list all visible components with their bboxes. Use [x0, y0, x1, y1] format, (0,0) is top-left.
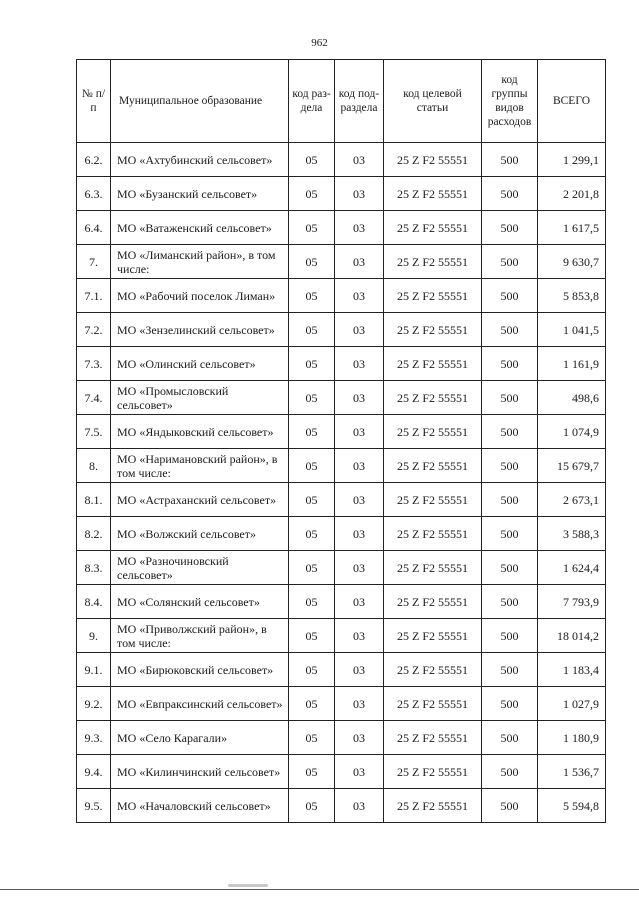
cell-num: 8.4. — [77, 585, 111, 619]
cell-section-code: 05 — [289, 653, 335, 687]
table-row — [77, 313, 606, 347]
cell-total: 1 161,9 — [538, 347, 606, 381]
cell-total: 5 594,8 — [538, 789, 606, 823]
header-num: № п/п — [77, 60, 111, 143]
cell-subsection-code: 03 — [335, 381, 384, 415]
cell-expense-group-code: 500 — [482, 789, 538, 823]
cell-total: 1 624,4 — [538, 551, 606, 585]
cell-num: 9.3. — [77, 721, 111, 755]
scan-mark — [228, 884, 268, 887]
page-bottom-rule — [0, 889, 639, 890]
cell-section-code: 05 — [289, 381, 335, 415]
cell-total: 5 853,8 — [538, 279, 606, 313]
cell-section-code: 05 — [289, 177, 335, 211]
cell-subsection-code: 03 — [335, 517, 384, 551]
cell-expense-group-code: 500 — [482, 585, 538, 619]
cell-num: 9.5. — [77, 789, 111, 823]
cell-section-code: 05 — [289, 313, 335, 347]
cell-subsection-code: 03 — [335, 551, 384, 585]
cell-municipality: МО «Астраханский сельсовет» — [111, 483, 289, 517]
header-total: ВСЕГО — [538, 60, 606, 143]
cell-section-code: 05 — [289, 755, 335, 789]
cell-num: 7.2. — [77, 313, 111, 347]
cell-expense-group-code: 500 — [482, 755, 538, 789]
cell-municipality: МО «Промысловский сельсовет» — [111, 381, 289, 415]
cell-municipality: МО «Волжский сельсовет» — [111, 517, 289, 551]
cell-total: 1 074,9 — [538, 415, 606, 449]
header-expense-group-code: код группы видов расходов — [482, 60, 538, 143]
cell-target-code: 25 Z F2 55551 — [384, 755, 482, 789]
cell-total: 1 027,9 — [538, 687, 606, 721]
cell-target-code: 25 Z F2 55551 — [384, 483, 482, 517]
cell-subsection-code: 03 — [335, 483, 384, 517]
table-row — [77, 483, 606, 517]
cell-total: 498,6 — [538, 381, 606, 415]
cell-num: 9.4. — [77, 755, 111, 789]
cell-expense-group-code: 500 — [482, 483, 538, 517]
table-row — [77, 517, 606, 551]
cell-municipality: МО «Яндыковский сельсовет» — [111, 415, 289, 449]
table-row — [77, 279, 606, 313]
cell-target-code: 25 Z F2 55551 — [384, 517, 482, 551]
cell-target-code: 25 Z F2 55551 — [384, 789, 482, 823]
cell-municipality: МО «Приволжский район», в том числе: — [111, 619, 289, 653]
cell-total: 1 183,4 — [538, 653, 606, 687]
cell-municipality: МО «Евпраксинский сельсовет» — [111, 687, 289, 721]
table-row — [77, 415, 606, 449]
cell-expense-group-code: 500 — [482, 381, 538, 415]
table-row — [77, 449, 606, 483]
cell-subsection-code: 03 — [335, 313, 384, 347]
cell-num: 7.5. — [77, 415, 111, 449]
cell-subsection-code: 03 — [335, 347, 384, 381]
cell-municipality: МО «Зензелинский сельсовет» — [111, 313, 289, 347]
cell-expense-group-code: 500 — [482, 517, 538, 551]
table-row — [77, 755, 606, 789]
table-row — [77, 653, 606, 687]
cell-municipality: МО «Рабочий поселок Лиман» — [111, 279, 289, 313]
cell-subsection-code: 03 — [335, 721, 384, 755]
cell-subsection-code: 03 — [335, 211, 384, 245]
cell-municipality: МО «Ахтубинский сельсовет» — [111, 143, 289, 177]
cell-section-code: 05 — [289, 789, 335, 823]
cell-subsection-code: 03 — [335, 143, 384, 177]
cell-municipality: МО «Олинский сельсовет» — [111, 347, 289, 381]
table-row — [77, 245, 606, 279]
cell-section-code: 05 — [289, 449, 335, 483]
cell-expense-group-code: 500 — [482, 177, 538, 211]
cell-target-code: 25 Z F2 55551 — [384, 143, 482, 177]
cell-municipality: МО «Началовский сельсовет» — [111, 789, 289, 823]
cell-subsection-code: 03 — [335, 279, 384, 313]
cell-total: 2 673,1 — [538, 483, 606, 517]
cell-section-code: 05 — [289, 687, 335, 721]
cell-num: 9.2. — [77, 687, 111, 721]
table-row — [77, 143, 606, 177]
cell-municipality: МО «Наримановский район», в том числе: — [111, 449, 289, 483]
budget-table — [76, 59, 606, 823]
table-row — [77, 789, 606, 823]
cell-total: 7 793,9 — [538, 585, 606, 619]
cell-expense-group-code: 500 — [482, 653, 538, 687]
cell-expense-group-code: 500 — [482, 313, 538, 347]
cell-target-code: 25 Z F2 55551 — [384, 551, 482, 585]
cell-num: 8. — [77, 449, 111, 483]
cell-total: 15 679,7 — [538, 449, 606, 483]
cell-total: 1 299,1 — [538, 143, 606, 177]
table-body — [77, 143, 606, 823]
cell-expense-group-code: 500 — [482, 279, 538, 313]
cell-total: 3 588,3 — [538, 517, 606, 551]
cell-target-code: 25 Z F2 55551 — [384, 313, 482, 347]
cell-expense-group-code: 500 — [482, 347, 538, 381]
cell-target-code: 25 Z F2 55551 — [384, 279, 482, 313]
cell-subsection-code: 03 — [335, 687, 384, 721]
header-target-code: код целевой статьи — [384, 60, 482, 143]
cell-expense-group-code: 500 — [482, 687, 538, 721]
table-header-row — [77, 60, 606, 143]
cell-target-code: 25 Z F2 55551 — [384, 415, 482, 449]
cell-subsection-code: 03 — [335, 415, 384, 449]
table-row — [77, 687, 606, 721]
cell-target-code: 25 Z F2 55551 — [384, 347, 482, 381]
cell-subsection-code: 03 — [335, 585, 384, 619]
table-row — [77, 585, 606, 619]
header-subsection-code: код под-раздела — [335, 60, 384, 143]
cell-section-code: 05 — [289, 143, 335, 177]
cell-subsection-code: 03 — [335, 177, 384, 211]
cell-target-code: 25 Z F2 55551 — [384, 449, 482, 483]
cell-section-code: 05 — [289, 483, 335, 517]
cell-municipality: МО «Килинчинский сельсовет» — [111, 755, 289, 789]
table-row — [77, 177, 606, 211]
cell-section-code: 05 — [289, 585, 335, 619]
cell-section-code: 05 — [289, 211, 335, 245]
table-row — [77, 551, 606, 585]
cell-num: 6.4. — [77, 211, 111, 245]
cell-total: 1 617,5 — [538, 211, 606, 245]
cell-target-code: 25 Z F2 55551 — [384, 245, 482, 279]
cell-target-code: 25 Z F2 55551 — [384, 381, 482, 415]
cell-total: 2 201,8 — [538, 177, 606, 211]
cell-subsection-code: 03 — [335, 245, 384, 279]
table-row — [77, 619, 606, 653]
cell-num: 6.2. — [77, 143, 111, 177]
cell-section-code: 05 — [289, 619, 335, 653]
table-row — [77, 347, 606, 381]
cell-expense-group-code: 500 — [482, 619, 538, 653]
cell-section-code: 05 — [289, 279, 335, 313]
cell-total: 1 180,9 — [538, 721, 606, 755]
cell-expense-group-code: 500 — [482, 449, 538, 483]
cell-num: 8.2. — [77, 517, 111, 551]
cell-target-code: 25 Z F2 55551 — [384, 653, 482, 687]
cell-subsection-code: 03 — [335, 653, 384, 687]
table-row — [77, 381, 606, 415]
cell-total: 18 014,2 — [538, 619, 606, 653]
cell-num: 7.3. — [77, 347, 111, 381]
cell-num: 6.3. — [77, 177, 111, 211]
cell-target-code: 25 Z F2 55551 — [384, 619, 482, 653]
cell-municipality: МО «Разночиновский сельсовет» — [111, 551, 289, 585]
cell-expense-group-code: 500 — [482, 721, 538, 755]
cell-target-code: 25 Z F2 55551 — [384, 687, 482, 721]
cell-target-code: 25 Z F2 55551 — [384, 585, 482, 619]
cell-num: 9. — [77, 619, 111, 653]
cell-subsection-code: 03 — [335, 449, 384, 483]
cell-expense-group-code: 500 — [482, 415, 538, 449]
cell-subsection-code: 03 — [335, 755, 384, 789]
cell-expense-group-code: 500 — [482, 245, 538, 279]
cell-subsection-code: 03 — [335, 619, 384, 653]
cell-section-code: 05 — [289, 517, 335, 551]
cell-section-code: 05 — [289, 347, 335, 381]
header-section-code: код раз-дела — [289, 60, 335, 143]
table-row — [77, 211, 606, 245]
cell-total: 1 041,5 — [538, 313, 606, 347]
cell-num: 9.1. — [77, 653, 111, 687]
cell-municipality: МО «Солянский сельсовет» — [111, 585, 289, 619]
page-number: 962 — [311, 37, 328, 49]
cell-municipality: МО «Бузанский сельсовет» — [111, 177, 289, 211]
cell-target-code: 25 Z F2 55551 — [384, 177, 482, 211]
cell-municipality: МО «Бирюковский сельсовет» — [111, 653, 289, 687]
cell-municipality: МО «Лиманский район», в том числе: — [111, 245, 289, 279]
cell-section-code: 05 — [289, 551, 335, 585]
cell-num: 7.4. — [77, 381, 111, 415]
table-row — [77, 721, 606, 755]
cell-target-code: 25 Z F2 55551 — [384, 721, 482, 755]
cell-section-code: 05 — [289, 721, 335, 755]
cell-municipality: МО «Ватаженский сельсовет» — [111, 211, 289, 245]
cell-total: 1 536,7 — [538, 755, 606, 789]
cell-expense-group-code: 500 — [482, 211, 538, 245]
cell-total: 9 630,7 — [538, 245, 606, 279]
cell-num: 8.1. — [77, 483, 111, 517]
cell-expense-group-code: 500 — [482, 551, 538, 585]
cell-expense-group-code: 500 — [482, 143, 538, 177]
cell-target-code: 25 Z F2 55551 — [384, 211, 482, 245]
cell-num: 7.1. — [77, 279, 111, 313]
cell-section-code: 05 — [289, 415, 335, 449]
cell-num: 7. — [77, 245, 111, 279]
cell-municipality: МО «Село Карагали» — [111, 721, 289, 755]
cell-num: 8.3. — [77, 551, 111, 585]
header-municipality: Муниципальное образование — [111, 60, 289, 143]
cell-subsection-code: 03 — [335, 789, 384, 823]
cell-section-code: 05 — [289, 245, 335, 279]
